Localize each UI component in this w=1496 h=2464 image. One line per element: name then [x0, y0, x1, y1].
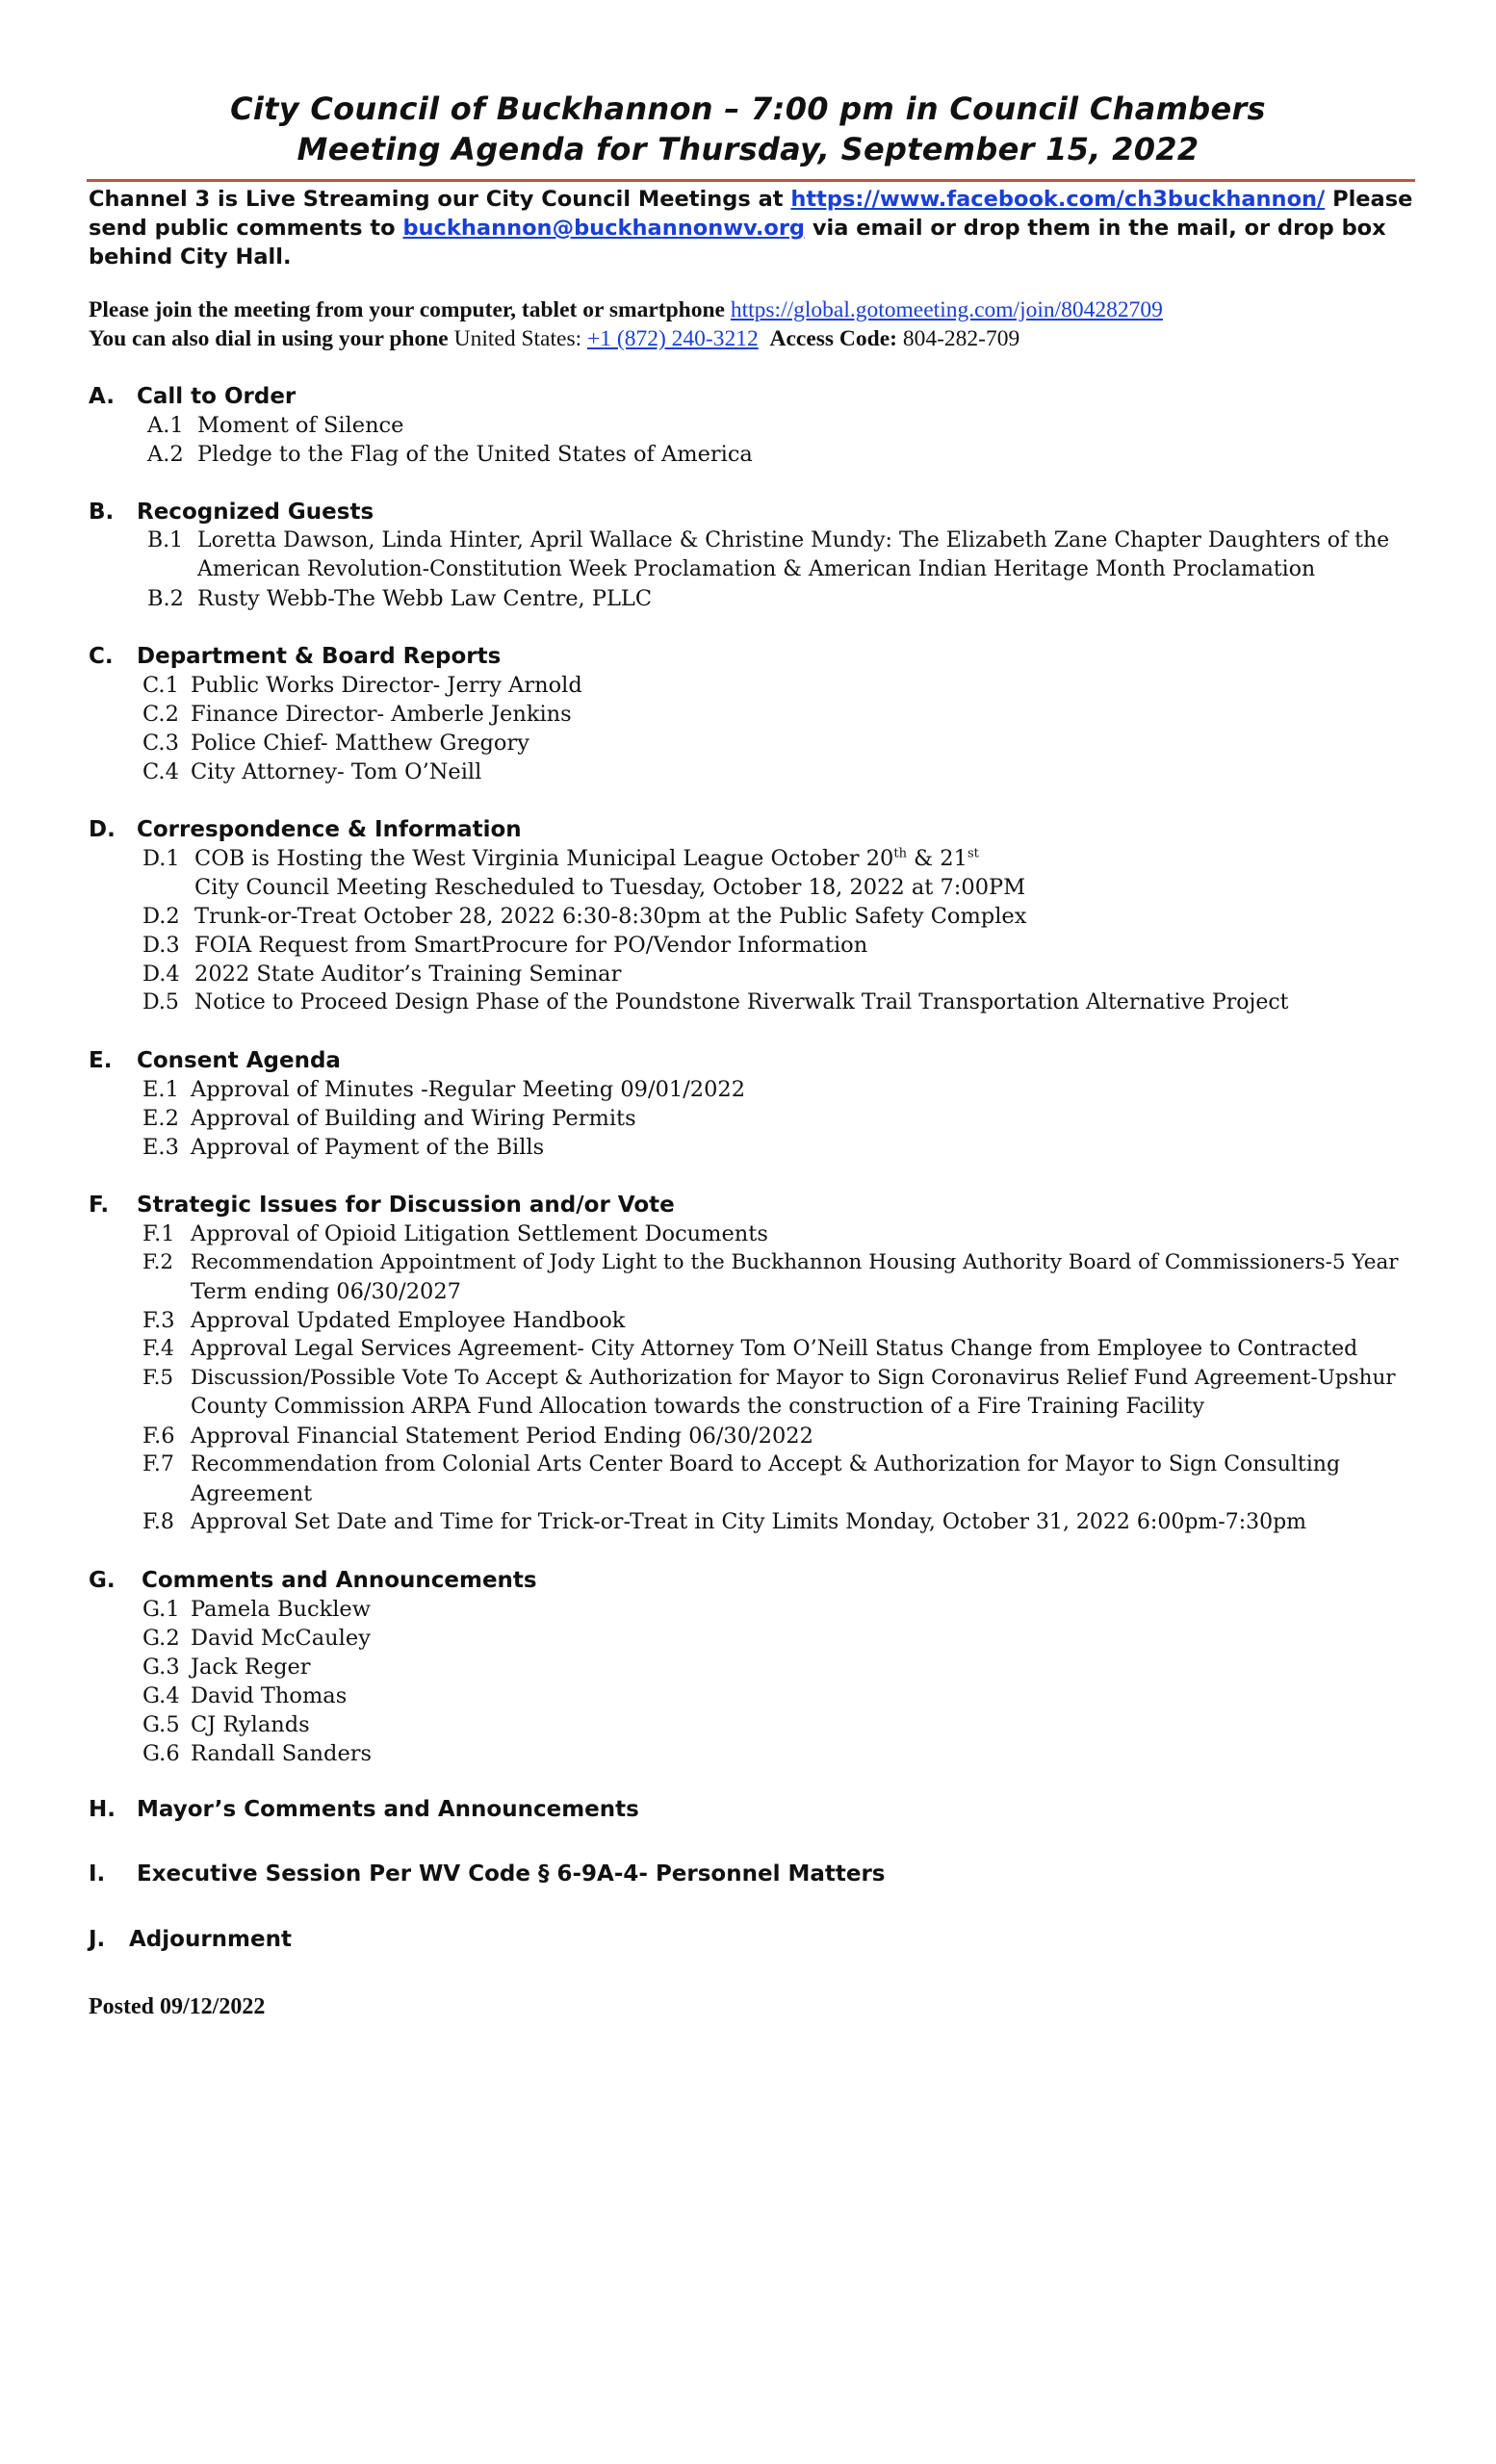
dial-in-country: United States: [453, 326, 587, 351]
item-text: Rusty Webb-The Webb Law Centre, PLLC [197, 586, 653, 611]
agenda-item [142, 1106, 636, 1131]
agenda-item [142, 933, 867, 958]
section-a-heading [89, 384, 296, 409]
item-text: Approval of Minutes -Regular Meeting 09/01/2022 [191, 1077, 746, 1102]
agenda-item [142, 1077, 745, 1102]
agenda-item [142, 1424, 813, 1449]
item-number: G.2 [142, 1626, 180, 1651]
section-b-heading [89, 500, 374, 525]
ordinal-suffix: st [967, 846, 979, 861]
item-number: F.3 [142, 1308, 175, 1333]
agenda-item [142, 1510, 1306, 1534]
agenda-item [142, 1250, 1399, 1274]
agenda-item [142, 759, 481, 784]
item-text: Pamela Bucklew [191, 1597, 371, 1622]
section-h-heading [89, 1797, 639, 1822]
item-text: Notice to Proceed Design Phase of the Poundstone Riverwalk Trail Transportation Alternative Project [194, 990, 1289, 1014]
section-title: Correspondence & Information [137, 817, 522, 842]
section-letter: H. [89, 1797, 116, 1822]
item-text: Approval Legal Services Agreement- City Attorney Tom O’Neill Status Change from Employee to Contracted [191, 1337, 1358, 1361]
item-text: Approval Set Date and Time for Trick-or-Treat in City Limits Monday, October 31, 2022 6:00pm-7:30pm [191, 1510, 1307, 1534]
item-number: G.6 [142, 1741, 180, 1766]
item-number: D.2 [142, 904, 180, 929]
item-number: D.1 [142, 846, 180, 871]
item-text: Moment of Silence [197, 413, 404, 438]
agenda-item-continuation: Agreement [191, 1481, 313, 1506]
agenda-item [142, 731, 529, 756]
agenda-item [147, 528, 1389, 552]
section-letter: F. [89, 1193, 110, 1218]
section-c-heading [89, 644, 501, 669]
gotomeeting-link[interactable]: https://global.gotomeeting.com/join/804282709 [730, 297, 1163, 322]
facebook-link[interactable]: https://www.facebook.com/ch3buckhannon/ [790, 187, 1326, 212]
item-number: F.6 [142, 1424, 175, 1449]
item-text: Randall Sanders [191, 1741, 373, 1766]
phone-link[interactable]: +1 (872) 240-3212 [587, 326, 759, 351]
item-number: A.2 [147, 442, 184, 467]
item-number: C.3 [142, 731, 179, 756]
item-text: FOIA Request from SmartProcure for PO/Vendor Information [194, 933, 868, 958]
section-letter: B. [89, 500, 115, 525]
agenda-item [142, 1655, 311, 1680]
section-title: Comments and Announcements [142, 1568, 537, 1593]
ordinal-suffix: th [893, 846, 907, 861]
intro-text-3: via email or drop them in the mail, or drop box behind City Hall. [89, 216, 1386, 270]
section-letter: G. [89, 1568, 116, 1593]
posted-date: Posted 09/12/2022 [89, 1994, 266, 2019]
agenda-item-continuation: Term ending 06/30/2027 [191, 1279, 461, 1304]
agenda-item-continuation: County Commission ARPA Fund Allocation towards the construction of a Fire Training Facility [191, 1395, 1205, 1419]
item-number: F.7 [142, 1452, 174, 1476]
item-text: Approval of Opioid Litigation Settlement Documents [191, 1221, 768, 1246]
section-letter: E. [89, 1048, 113, 1073]
item-text: David McCauley [191, 1626, 371, 1651]
item-text: Approval of Payment of the Bills [191, 1135, 545, 1160]
item-text: COB is Hosting the West Virginia Municipal League October 20 [194, 846, 894, 871]
item-number: C.4 [142, 759, 179, 784]
item-text: CJ Rylands [191, 1712, 310, 1737]
section-e-heading [89, 1048, 341, 1073]
item-text: Discussion/Possible Vote To Accept & Authorization for Mayor to Sign Coronavirus Relief Fund Agreement-Upshur [191, 1366, 1396, 1390]
agenda-item [142, 1366, 1396, 1390]
streaming-notice [89, 185, 1417, 271]
section-title: Consent Agenda [137, 1048, 341, 1073]
section-title: Strategic Issues for Discussion and/or Vote [137, 1193, 675, 1218]
item-text: Trunk-or-Treat October 28, 2022 6:30-8:30pm at the Public Safety Complex [194, 904, 1027, 929]
agenda-item [142, 1221, 768, 1246]
agenda-item-continuation: City Council Meeting Rescheduled to Tuesday, October 18, 2022 at 7:00PM [194, 875, 1026, 900]
section-letter: A. [89, 384, 115, 409]
item-number: G.4 [142, 1683, 180, 1708]
section-title: Mayor’s Comments and Announcements [137, 1797, 639, 1822]
agenda-item [142, 1135, 544, 1160]
section-title: Recognized Guests [137, 500, 374, 525]
item-text: Approval Updated Employee Handbook [191, 1308, 626, 1333]
item-number: F.5 [142, 1366, 174, 1390]
section-letter: C. [89, 644, 114, 669]
item-text: Police Chief- Matthew Gregory [191, 731, 529, 756]
item-number: F.1 [142, 1221, 175, 1246]
item-text: City Attorney- Tom O’Neill [191, 759, 482, 784]
agenda-item [147, 413, 403, 438]
item-number: C.2 [142, 702, 179, 727]
intro-text-1: Channel 3 is Live Streaming our City Council Meetings at [89, 187, 791, 212]
item-number: G.5 [142, 1712, 180, 1737]
section-j-heading [89, 1927, 292, 1952]
item-number: F.4 [142, 1337, 174, 1361]
agenda-item [142, 1452, 1340, 1476]
agenda-item [147, 442, 753, 467]
item-number: C.1 [142, 673, 179, 698]
section-title: Call to Order [137, 384, 297, 409]
title-line-1: City Council of Buckhannon – 7:00 pm in Council Chambers [230, 90, 1266, 127]
agenda-item [142, 1597, 371, 1622]
item-number: E.1 [142, 1077, 179, 1102]
section-title: Adjournment [129, 1927, 292, 1952]
item-number: F.2 [142, 1250, 174, 1274]
join-online-line [89, 297, 1163, 323]
agenda-item [142, 1626, 371, 1651]
section-i-heading [89, 1861, 886, 1886]
item-text: Pledge to the Flag of the United States of America [197, 442, 753, 467]
item-text: Recommendation from Colonial Arts Center Board to Accept & Authorization for Mayor to Sign Consulting [191, 1452, 1341, 1476]
header-divider [87, 179, 1415, 182]
item-text: Jack Reger [191, 1655, 311, 1680]
agenda-item [142, 990, 1289, 1014]
item-text: Approval Financial Statement Period Ending 06/30/2022 [191, 1424, 813, 1449]
item-text: Recommendation Appointment of Jody Light to the Buckhannon Housing Authority Board of Commissioners-5 Year [191, 1250, 1399, 1274]
title-line-2: Meeting Agenda for Thursday, September 15, 2022 [297, 131, 1199, 167]
item-text: Public Works Director- Jerry Arnold [191, 673, 582, 698]
agenda-item [142, 702, 572, 727]
email-link[interactable]: buckhannon@buckhannonwv.org [402, 216, 806, 241]
item-number: G.1 [142, 1597, 180, 1622]
section-letter: I. [89, 1861, 106, 1886]
item-text: 2022 State Auditor’s Training Seminar [194, 962, 622, 987]
agenda-item [142, 904, 1026, 929]
item-number: D.4 [142, 962, 180, 987]
join-online-label: Please join the meeting from your computer, tablet or smartphone [89, 297, 731, 322]
agenda-item [142, 1712, 310, 1737]
agenda-item [142, 1741, 372, 1766]
item-number: G.3 [142, 1655, 180, 1680]
item-number: E.2 [142, 1106, 179, 1131]
dial-in-line [89, 326, 1019, 352]
section-d-heading [89, 817, 522, 842]
item-text: Loretta Dawson, Linda Hinter, April Wallace & Christine Mundy: The Elizabeth Zane Chapter Daughters of the [197, 528, 1390, 552]
section-title: Department & Board Reports [137, 644, 502, 669]
item-number: A.1 [147, 413, 184, 438]
agenda-item [142, 673, 582, 698]
agenda-item [147, 586, 652, 611]
item-text: Finance Director- Amberle Jenkins [191, 702, 572, 727]
agenda-item [142, 1337, 1357, 1361]
item-text: Approval of Building and Wiring Permits [191, 1106, 636, 1131]
agenda-item [142, 962, 621, 987]
agenda-item-continuation: American Revolution-Constitution Week Proclamation & American Indian Heritage Month Proclamation [197, 557, 1316, 581]
dial-in-label: You can also dial in using your phone [89, 326, 454, 351]
agenda-item [142, 1683, 347, 1708]
section-f-heading [89, 1193, 675, 1218]
item-number: D.3 [142, 933, 180, 958]
item-number: B.2 [147, 586, 185, 611]
section-letter: D. [89, 817, 116, 842]
access-code-label: Access Code: [769, 326, 897, 351]
item-text-mid: & 21 [906, 846, 967, 871]
agenda-item [142, 846, 979, 871]
section-letter: J. [89, 1927, 106, 1952]
item-number: F.8 [142, 1510, 174, 1534]
access-code: 804-282-709 [896, 326, 1020, 351]
intro-text-2: Please send public comments to [89, 187, 1413, 241]
section-g-heading [89, 1568, 537, 1593]
item-number: B.1 [147, 528, 184, 552]
agenda-item [142, 1308, 625, 1333]
section-title: Executive Session Per WV Code § 6-9A-4- Personnel Matters [137, 1861, 886, 1886]
item-number: D.5 [142, 990, 179, 1014]
item-text: David Thomas [191, 1683, 348, 1708]
item-number: E.3 [142, 1135, 179, 1160]
